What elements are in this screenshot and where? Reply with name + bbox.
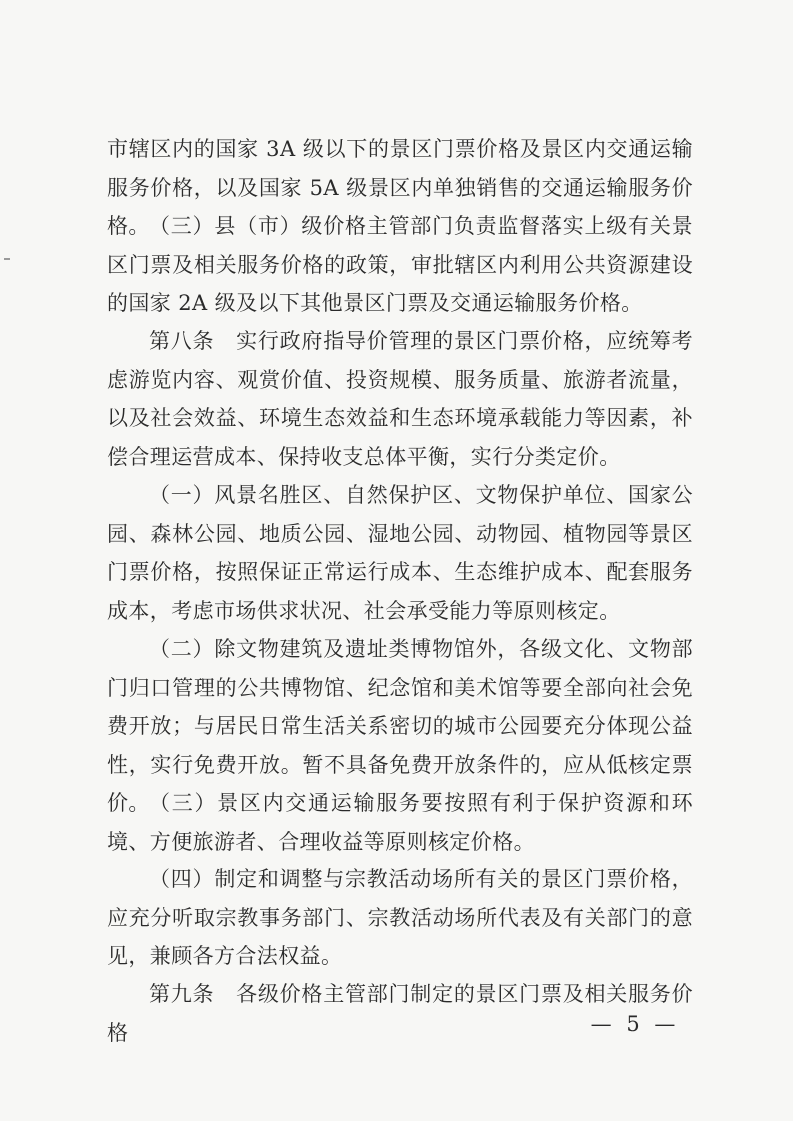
paragraph-6: （三）景区内交通运输服务要按照有利于保护资源和环境、方便旅游者、合理收益等原则核定价格。 xyxy=(107,791,693,854)
paragraph-2: （三）县（市）级价格主管部门负责监督落实上级有关景区门票及相关服务价格的政策，审批辖区内利用公共资源建设的国家 2A 级及以下其他景区门票及交通运输服务价格。 xyxy=(107,214,693,315)
paragraph-3: 第八条 实行政府指导价管理的景区门票价格，应统筹考虑游览内容、观赏价值、投资规模、服务质量、旅游者流量，以及社会效益、环境生态效益和生态环境承载能力等因素，补偿合理运营成本、保持收支总体平衡，实行分类定价。 xyxy=(107,329,693,469)
paragraph-7: （四）制定和调整与宗教活动场所有关的景区门票价格，应充分听取宗教事务部门、宗教活动场所代表及有关部门的意见，兼顾各方合法权益。 xyxy=(107,867,693,968)
paragraph-8: 第九条 各级价格主管部门制定的景区门票及相关服务价格 xyxy=(107,982,693,1045)
page-number: — 5 — xyxy=(590,1012,680,1036)
paragraph-5: （二）除文物建筑及遗址类博物馆外，各级文化、文物部门归口管理的公共博物馆、纪念馆和美术馆等要全部向社会免费开放；与居民日常生活关系密切的城市公园要充分体现公益性，实行免费开放。暂不具备免费开放条件的，应从低核定票价。 xyxy=(107,637,693,815)
paragraph-4: （一）风景名胜区、自然保护区、文物保护单位、国家公园、森林公园、地质公园、湿地公园、动物园、植物园等景区门票价格，按照保证正常运行成本、生态维护成本、配套服务成本，考虑市场供求状况、社会承受能力等原则核定。 xyxy=(107,483,693,623)
scan-mark xyxy=(4,258,10,260)
paragraph-1: 市辖区内的国家 3A 级以下的景区门票价格及景区内交通运输服务价格，以及国家 5A 级景区内单独销售的交通运输服务价格。 xyxy=(107,137,693,238)
